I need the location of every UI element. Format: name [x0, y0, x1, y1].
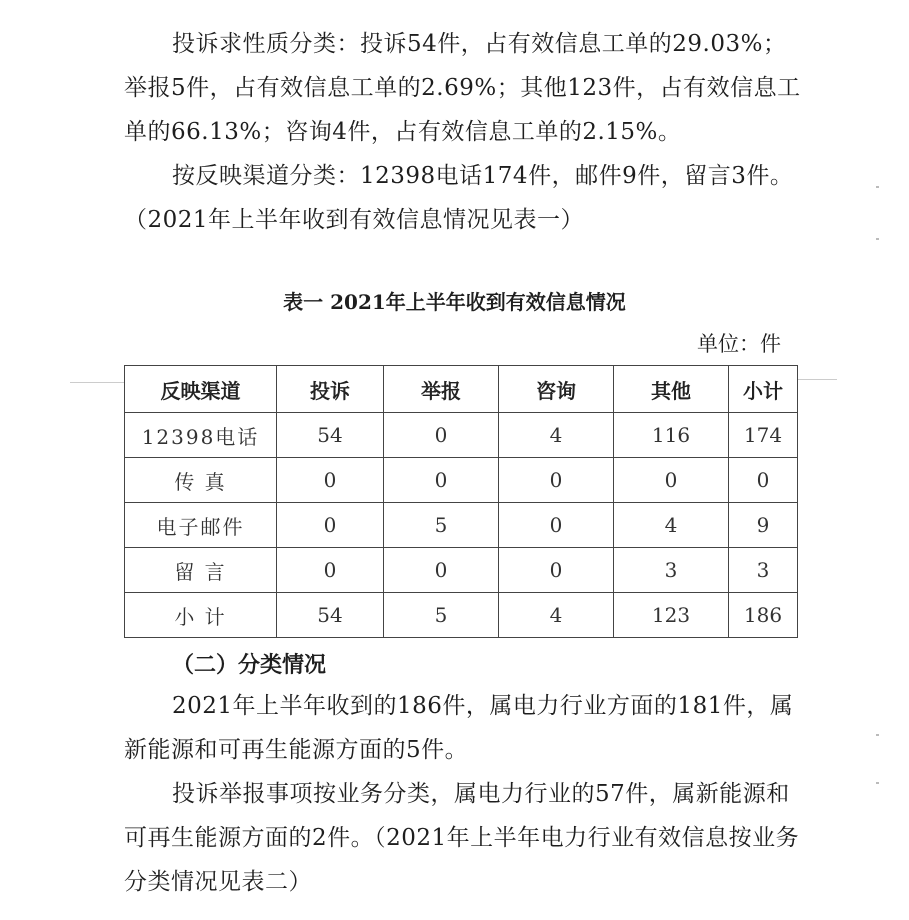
scan-artifact-mark — [876, 782, 879, 784]
cell-channel: 12398电话 — [125, 413, 277, 458]
cell-value: 5 — [384, 593, 499, 638]
cell-value: 0 — [614, 458, 729, 503]
table-row — [125, 413, 798, 458]
section-heading: （二）分类情况 — [172, 652, 327, 678]
cell-value: 0 — [499, 458, 614, 503]
cell-value: 0 — [384, 458, 499, 503]
table-unit: 单位：件 — [697, 332, 781, 356]
cell-channel: 传 真 — [125, 458, 277, 503]
cell-value: 0 — [499, 503, 614, 548]
cell-value: 123 — [614, 593, 729, 638]
cell-value: 0 — [499, 548, 614, 593]
scan-artifact-mark — [876, 238, 879, 240]
scan-artifact-line-left — [70, 382, 124, 383]
cell-value: 186 — [729, 593, 798, 638]
cell-value: 54 — [277, 413, 384, 458]
paragraph-complaint-nature: 投诉求性质分类：投诉54件，占有效信息工单的29.03%；举报5件，占有效信息工单的2.69%；其他123件，占有效信息工单的66.13%；咨询4件，占有效信息工单的2.15%。 — [124, 31, 801, 145]
header-subtotal: 小计 — [729, 366, 798, 413]
cell-channel: 留 言 — [125, 548, 277, 593]
paragraph-channel: 按反映渠道分类：12398电话174件，邮件9件，留言3件。（2021年上半年收到有效信息情况见表一） — [124, 163, 794, 233]
scan-artifact-mark — [876, 186, 879, 188]
cell-value: 0 — [384, 413, 499, 458]
cell-value: 9 — [729, 503, 798, 548]
table-row — [125, 548, 798, 593]
cell-value: 0 — [277, 458, 384, 503]
cell-value: 0 — [277, 503, 384, 548]
cell-value: 0 — [729, 458, 798, 503]
header-other: 其他 — [614, 366, 729, 413]
header-complaint: 投诉 — [277, 366, 384, 413]
cell-value: 4 — [499, 593, 614, 638]
paragraph-business-classification: 投诉举报事项按业务分类，属电力行业的57件，属新能源和可再生能源方面的2件。（2021年上半年电力行业有效信息按业务分类情况见表二） — [124, 781, 800, 895]
table-title: 表一 2021年上半年收到有效信息情况 — [283, 290, 626, 314]
header-consult: 咨询 — [499, 366, 614, 413]
table-row-total — [125, 593, 798, 638]
header-report: 举报 — [384, 366, 499, 413]
cell-channel: 电子邮件 — [125, 503, 277, 548]
header-channel: 反映渠道 — [125, 366, 277, 413]
cell-value: 4 — [614, 503, 729, 548]
cell-value: 174 — [729, 413, 798, 458]
cell-value: 116 — [614, 413, 729, 458]
scan-artifact-line-right — [797, 379, 837, 380]
cell-value: 0 — [384, 548, 499, 593]
paragraph-classification: 2021年上半年收到的186件，属电力行业方面的181件，属新能源和可再生能源方面的5件。 — [124, 693, 794, 763]
table-row — [125, 458, 798, 503]
cell-value: 3 — [614, 548, 729, 593]
table-header-row — [125, 366, 798, 413]
cell-value: 0 — [277, 548, 384, 593]
info-summary-table — [124, 365, 798, 638]
table-row — [125, 503, 798, 548]
cell-channel: 小 计 — [125, 593, 277, 638]
cell-value: 4 — [499, 413, 614, 458]
cell-value: 3 — [729, 548, 798, 593]
cell-value: 54 — [277, 593, 384, 638]
scan-artifact-mark — [876, 734, 879, 736]
cell-value: 5 — [384, 503, 499, 548]
